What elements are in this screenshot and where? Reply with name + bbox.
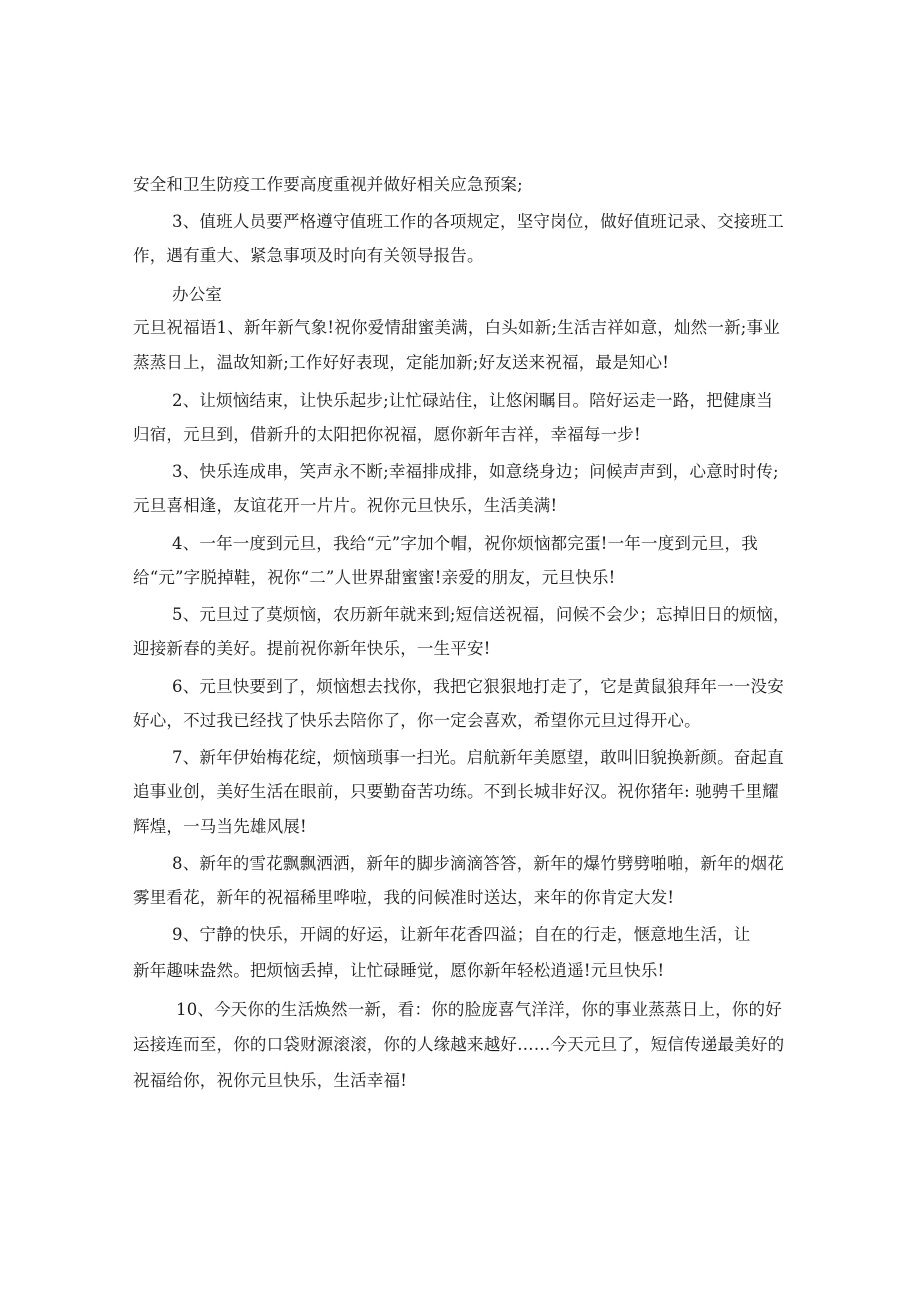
text-line: 祝福给你，祝你元旦快乐，生活幸福! <box>133 1071 408 1090</box>
text-line: 作，遇有重大、紧急事项及时向有关领导报告。 <box>133 246 484 265</box>
text-line: 运接连而至，你的口袋财源滚滚，你的人缘越来越好……今天元旦了，短信传递最美好的 <box>133 1035 785 1054</box>
text-line: 5、元旦过了莫烦恼，农历新年就来到;短信送祝福，问候不会少；忘掉旧日的烦恼， <box>172 605 790 624</box>
text-line: 2、让烦恼结束，让快乐起步;让忙碌站住，让悠闲瞩目。陪好运走一路，把健康当 <box>172 391 773 410</box>
text-line: 9、宁静的快乐，开阔的好运，让新年花香四溢；自在的行走，惬意地生活，让 <box>172 925 751 944</box>
text-line: 新年趣味盎然。把烦恼丢掉，让忙碌睡觉，愿你新年轻松逍遥!元旦快乐! <box>133 961 665 980</box>
text-line: 8、新年的雪花飘飘洒洒，新年的脚步滴滴答答，新年的爆竹劈劈啪啪，新年的烟花 <box>172 854 784 873</box>
text-line: 迎接新春的美好。提前祝你新年快乐，一生平安! <box>133 639 491 658</box>
text-line: 辉煌，一马当先雄风展! <box>133 817 307 836</box>
text-line: 6、元旦快要到了，烦恼想去找你，我把它狠狠地打走了，它是黄鼠狼拜年一一没安 <box>172 677 784 696</box>
text-line: 安全和卫生防疫工作要高度重视并做好相关应急预案; <box>133 175 523 194</box>
text-line: 元旦喜相逢，友谊花开一片片。祝你元旦快乐，生活美满! <box>133 496 558 515</box>
text-line: 元旦祝福语1、新年新气象!祝你爱情甜蜜美满，白头如新;生活吉祥如意，灿然一新;事业 <box>133 318 780 337</box>
section-heading: 办公室 <box>172 285 223 304</box>
text-line: 归宿，元旦到，借新升的太阳把你祝福，愿你新年吉祥，幸福每一步! <box>133 425 641 444</box>
text-line: 好心，不过我已经找了快乐去陪你了，你一定会喜欢，希望你元旦过得开心。 <box>133 711 701 730</box>
text-line: 给“元”字脱掉鞋，祝你“二”人世界甜蜜蜜!亲爱的朋友，元旦快乐! <box>133 568 616 587</box>
text-line: 蒸蒸日上，温故知新;工作好好表现，定能加新;好友送来祝福，最是知心! <box>133 353 670 372</box>
text-line: 3、值班人员要严格遵守值班工作的各项规定，坚守岗位，做好值班记录、交接班工 <box>172 212 784 231</box>
text-line: 4、一年一度到元旦，我给“元”字加个帽，祝你烦恼都完蛋!一年一度到元旦，我 <box>172 534 758 553</box>
text-line: 雾里看花，新年的祝福稀里哗啦，我的问候准时送达，来年的你肯定大发! <box>133 888 675 907</box>
text-line: 追事业创，美好生活在眼前，只要勤奋苦功练。不到长城非好汉。祝你猪年: 驰骋千里耀 <box>133 782 779 801</box>
text-line: 7、新年伊始梅花绽，烦恼琐事一扫光。启航新年美愿望，敢叫旧貌换新颜。奋起直 <box>172 748 784 767</box>
text-line: 3、快乐连成串，笑声永不断;幸福排成排，如意绕身边；问候声声到，心意时时传; <box>172 462 779 481</box>
text-line: 10、今天你的生活焕然一新，看：你的脸庞喜气洋洋，你的事业蒸蒸日上，你的好 <box>176 1000 782 1019</box>
